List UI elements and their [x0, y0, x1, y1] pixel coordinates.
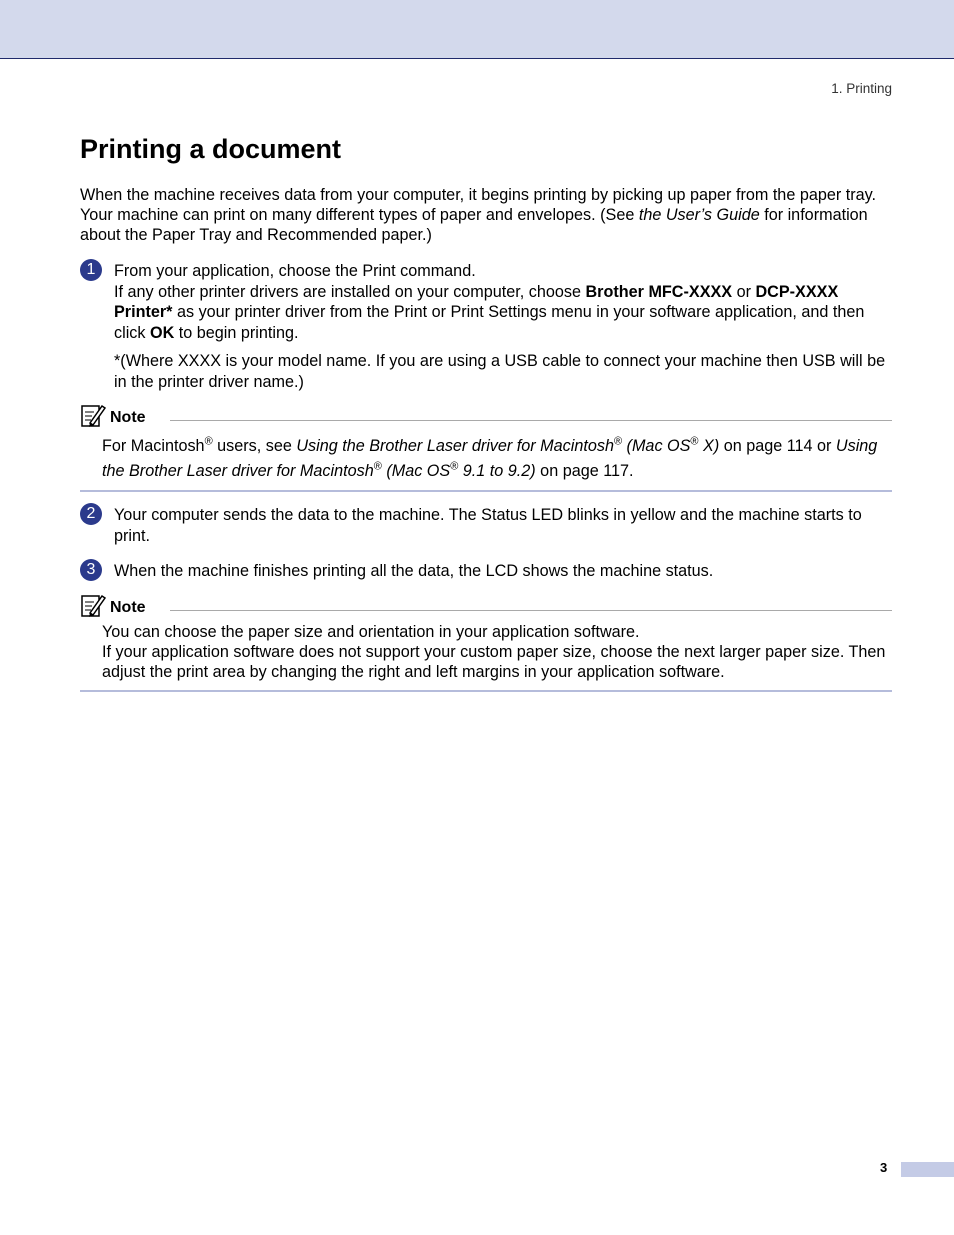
driver-name-dcp: DCP-XXXX Printer* [114, 282, 839, 321]
note-pencil-icon [80, 593, 106, 619]
step-1-text [114, 261, 892, 392]
step-1-number: 1 [80, 259, 102, 281]
note-1-rule [170, 420, 892, 421]
ok-label: OK [149, 323, 175, 342]
intro-text-2: for information about the Paper Tray and Recommended paper.) [80, 206, 868, 244]
header-band [0, 0, 954, 59]
note-2-rule [170, 610, 892, 611]
page-tab [901, 1162, 954, 1177]
step-1-footnote: *(Where XXXX is your model name. If you are using a USB cable to connect your machine then USB will be in the printer driver name.) [114, 352, 886, 391]
note-pencil-icon [80, 403, 106, 429]
step-1-line2: If any other printer drivers are installed on your computer, choose Brother MFC-XXXX or DCP-XXXX Printer* as your printer driver from the Print or Print Settings menu in your software application, and then click OK to begin printing. [114, 282, 865, 342]
intro-guide-link: the User’s Guide [638, 206, 760, 224]
step-3-text: When the machine finishes printing all the data, the LCD shows the machine status. [114, 562, 714, 580]
note-2-header [80, 593, 892, 621]
note-2-end-rule [80, 690, 892, 692]
intro-paragraph [80, 185, 892, 245]
step-2-text: Your computer sends the data to the machine. The Status LED blinks in yellow and the machine starts to print. [114, 506, 862, 545]
macosx-guide-link: Using the Brother Laser driver for Macintosh [296, 437, 614, 455]
page-number: 3 [880, 1160, 888, 1175]
note-2-line2: If your application software does not support your custom paper size, choose the next larger paper size. Then adjust the print area by changing the right and left margins in your application software. [102, 643, 886, 681]
note-2-line1: You can choose the paper size and orientation in your application software. [102, 623, 640, 641]
note-1-label: Note [110, 409, 146, 426]
note-2-label: Note [110, 599, 146, 616]
step-1-line1: From your application, choose the Print command. [114, 262, 476, 280]
note-1-end-rule [80, 490, 892, 492]
chapter-label: 1. Printing [831, 81, 892, 96]
step-2-number: 2 [80, 503, 102, 525]
step-3-number: 3 [80, 559, 102, 581]
note-2-body [102, 622, 892, 682]
note-1-body: For Macintosh® users, see Using the Brother Laser driver for Macintosh® (Mac OS® X) on page 114 or Using the Brother Laser driver for Macintosh® (Mac OS® 9.1 to 9.2) on page 117. [102, 435, 878, 480]
intro-text-1: When the machine receives data from your computer, it begins printing by picking up paper from the paper tray. Your machine can print on many different types of paper and envelopes. (See [80, 186, 876, 224]
driver-name-mfc: Brother MFC-XXXX [585, 282, 733, 301]
page-title: Printing a document [80, 134, 342, 164]
macos9-guide-link: Using the Brother Laser driver for Macintosh [102, 437, 878, 480]
note-1-header [80, 403, 892, 431]
